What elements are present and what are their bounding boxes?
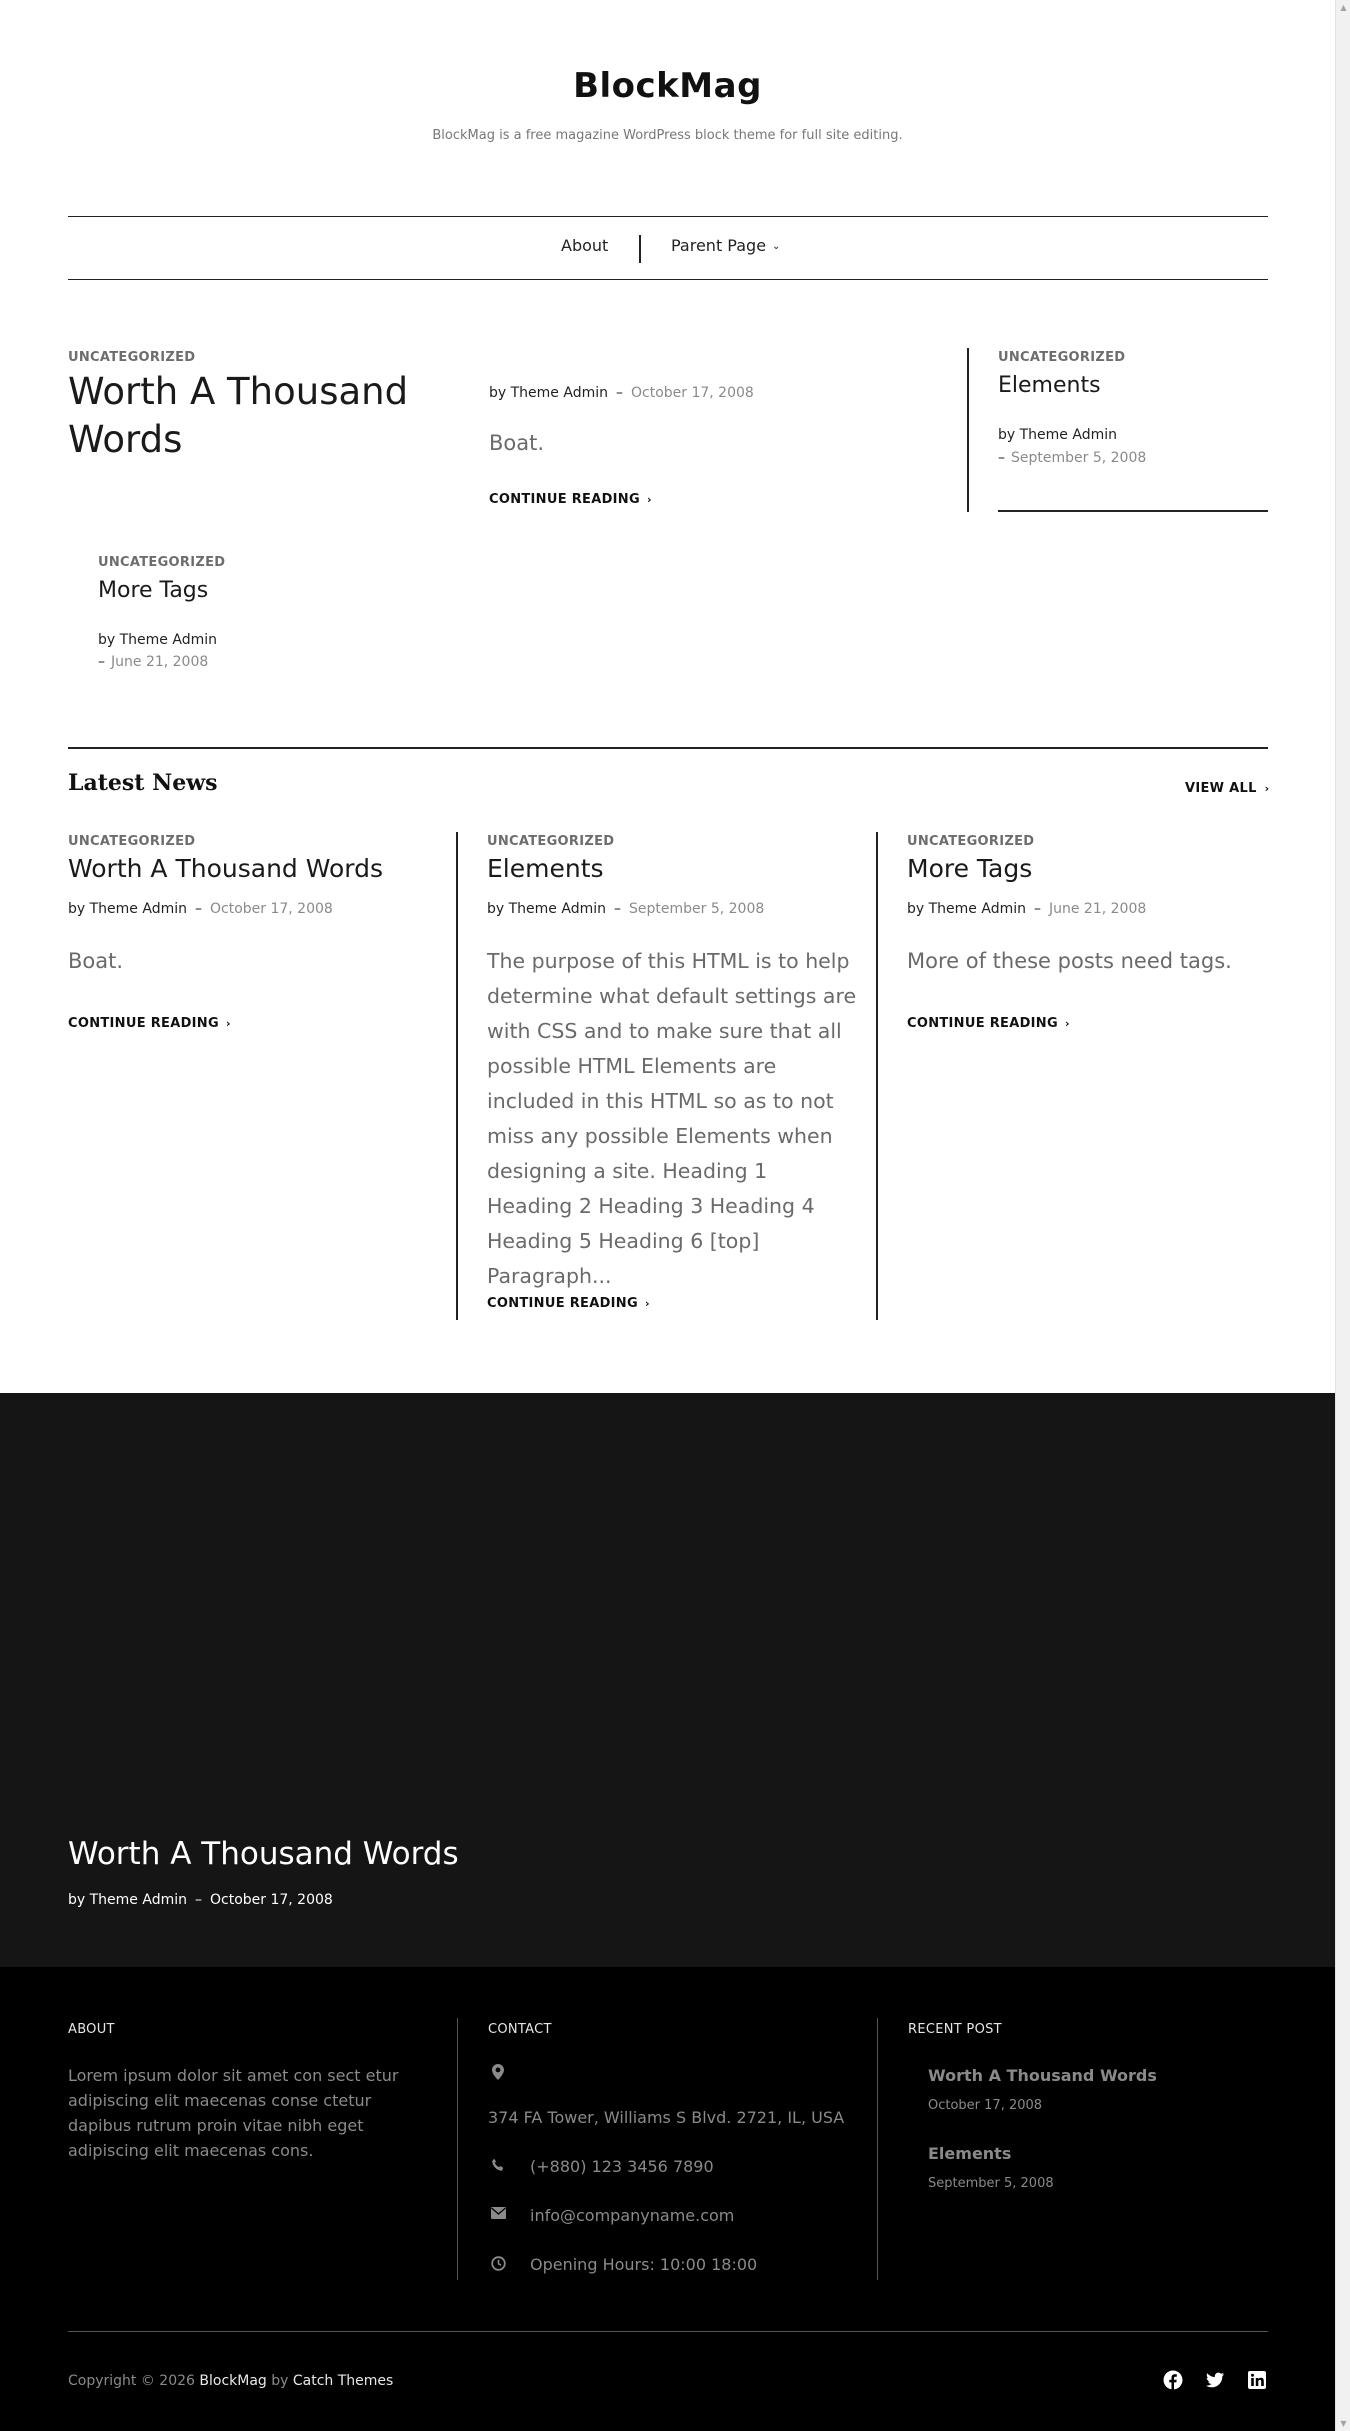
recent-post-date[interactable]: October 17, 2008 — [928, 2098, 1043, 2113]
featured-divider — [967, 348, 969, 512]
meta-dash: – — [1033, 901, 1041, 917]
recent-post-date[interactable]: September 5, 2008 — [928, 2176, 1054, 2191]
scroll-up-arrow-icon[interactable]: ▲ — [1340, 3, 1347, 12]
footer-bottom-divider — [68, 2331, 1268, 2332]
continue-reading-label: CONTINUE READING — [487, 1296, 638, 1311]
scroll-down-arrow-icon[interactable]: ▼ — [1340, 2419, 1347, 2428]
latest-news-divider — [68, 747, 1268, 749]
chevron-right-icon: › — [225, 1017, 231, 1030]
copyright-author-link[interactable]: Catch Themes — [292, 2373, 394, 2389]
featured-side-date-row — [998, 450, 1146, 466]
featured-main-continue-reading[interactable] — [489, 492, 652, 507]
featured-below-category[interactable]: UNCATEGORIZED — [98, 555, 226, 570]
news-post-excerpt: More of these posts need tags. — [907, 949, 1232, 973]
news-post-continue-reading[interactable] — [907, 1016, 1070, 1031]
post-date[interactable]: September 5, 2008 — [628, 901, 765, 917]
featured-main-meta — [489, 385, 754, 401]
copyright-site-link[interactable]: BlockMag — [199, 2373, 267, 2389]
hero-banner[interactable] — [0, 1393, 1335, 1967]
featured-main-category[interactable]: UNCATEGORIZED — [68, 350, 196, 365]
footer-divider — [877, 2018, 878, 2280]
featured-side-author[interactable]: by Theme Admin — [998, 427, 1117, 443]
footer-phone[interactable]: (+880) 123 3456 7890 — [530, 2157, 714, 2176]
chevron-down-icon: ⌄ — [772, 241, 781, 252]
footer-contact-heading: CONTACT — [488, 2022, 552, 2037]
recent-post-title[interactable]: Elements — [928, 2144, 1012, 2163]
featured-main-excerpt: Boat. — [489, 431, 545, 455]
meta-dash: – — [615, 385, 623, 401]
post-date[interactable]: June 21, 2008 — [1048, 901, 1147, 917]
continue-reading-label: CONTINUE READING — [907, 1016, 1058, 1031]
footer-hours: Opening Hours: 10:00 18:00 — [530, 2255, 758, 2274]
view-all-link[interactable] — [1185, 781, 1270, 796]
featured-side-underline — [998, 510, 1268, 512]
hero-title[interactable]: Worth A Thousand Words — [68, 1836, 459, 1872]
footer-recent-heading: RECENT POST — [908, 2022, 1002, 2037]
nav-item-parent-page-label: Parent Page — [671, 236, 767, 255]
footer-about-text: Lorem ipsum dolor sit amet con sect etur adipiscing elit maecenas conse ctetur dapibus rutrum proin vitae nibh eget adipiscing elit maecenas cons. — [68, 2066, 399, 2160]
news-post-excerpt: Boat. — [68, 949, 124, 973]
post-author[interactable]: by Theme Admin — [489, 385, 608, 401]
recent-post-title[interactable]: Worth A Thousand Words — [928, 2066, 1157, 2085]
meta-dash: – — [998, 450, 1005, 466]
clock-icon — [488, 2256, 508, 2275]
column-divider — [876, 832, 878, 1320]
phone-icon — [488, 2158, 508, 2176]
post-date[interactable]: October 17, 2008 — [209, 901, 333, 917]
site-tagline: BlockMag is a free magazine WordPress block theme for full site editing. — [432, 128, 903, 143]
hero-meta — [68, 1892, 333, 1908]
featured-main-title[interactable]: Worth A Thousand Words — [68, 370, 409, 461]
post-author[interactable]: by Theme Admin — [68, 1892, 187, 1908]
news-post-excerpt: The purpose of this HTML is to help determine what default settings are with CSS and to make sure that all possible HTML Elements are included in this HTML so as to not miss any possible Elements when designing a site. Heading 1 Heading 2 Heading 3 Heading 4 Heading 5 Heading 6 [top] Paragraph... — [487, 949, 857, 1288]
nav-divider — [639, 235, 641, 263]
footer-about-heading: ABOUT — [68, 2022, 115, 2037]
vertical-scrollbar[interactable] — [1335, 0, 1350, 2431]
featured-side-title[interactable]: Elements — [998, 373, 1101, 398]
continue-reading-label: CONTINUE READING — [68, 1016, 219, 1031]
chevron-right-icon: › — [646, 493, 652, 506]
nav-item-parent-page[interactable] — [671, 236, 780, 255]
meta-dash: – — [98, 654, 105, 670]
post-author[interactable]: by Theme Admin — [487, 901, 606, 917]
latest-news-heading: Latest News — [68, 770, 218, 796]
meta-dash: – — [613, 901, 621, 917]
twitter-icon[interactable] — [1205, 2370, 1227, 2392]
featured-below-author[interactable]: by Theme Admin — [98, 632, 217, 648]
post-date[interactable]: June 21, 2008 — [111, 654, 209, 670]
column-divider — [456, 832, 458, 1320]
news-post-meta — [68, 901, 333, 917]
post-author[interactable]: by Theme Admin — [68, 901, 187, 917]
news-post-meta — [487, 901, 764, 917]
footer-divider — [457, 2018, 458, 2280]
site-title[interactable]: BlockMag — [573, 66, 762, 106]
footer-email[interactable]: info@companyname.com — [530, 2206, 735, 2225]
news-post-continue-reading[interactable] — [487, 1296, 650, 1311]
location-pin-icon — [488, 2064, 508, 2084]
facebook-icon[interactable] — [1163, 2370, 1185, 2392]
footer-address: 374 FA Tower, Williams S Blvd. 2721, IL, USA — [488, 2108, 845, 2127]
news-post-continue-reading[interactable] — [68, 1016, 231, 1031]
post-date[interactable]: October 17, 2008 — [209, 1892, 333, 1908]
copyright-by: by — [271, 2373, 289, 2389]
copyright — [68, 2373, 393, 2389]
email-icon — [488, 2207, 508, 2223]
post-date[interactable]: October 17, 2008 — [630, 385, 754, 401]
news-post-title[interactable]: Worth A Thousand Words — [68, 854, 384, 883]
featured-side-category[interactable]: UNCATEGORIZED — [998, 350, 1126, 365]
post-date[interactable]: September 5, 2008 — [1011, 450, 1147, 466]
chevron-right-icon: › — [1064, 1017, 1070, 1030]
news-post-title[interactable]: More Tags — [907, 854, 1033, 883]
linkedin-icon[interactable] — [1247, 2370, 1269, 2392]
news-post-title[interactable]: Elements — [487, 854, 604, 883]
chevron-right-icon: › — [644, 1297, 650, 1310]
copyright-prefix: Copyright © 2026 — [68, 2373, 195, 2389]
post-author[interactable]: by Theme Admin — [907, 901, 1026, 917]
news-post-meta — [907, 901, 1146, 917]
news-post-category[interactable]: UNCATEGORIZED — [907, 834, 1035, 849]
featured-below-title[interactable]: More Tags — [98, 578, 209, 603]
news-post-category[interactable]: UNCATEGORIZED — [487, 834, 615, 849]
meta-dash: – — [194, 1892, 202, 1908]
continue-reading-label: CONTINUE READING — [489, 492, 640, 507]
chevron-right-icon: › — [1264, 782, 1270, 795]
meta-dash: – — [194, 901, 202, 917]
nav-item-about[interactable]: About — [561, 236, 609, 255]
site-footer — [0, 1967, 1335, 2431]
news-post-category[interactable]: UNCATEGORIZED — [68, 834, 196, 849]
view-all-label: VIEW ALL — [1185, 781, 1257, 796]
primary-navigation — [68, 216, 1268, 280]
featured-below-date-row — [98, 654, 208, 670]
